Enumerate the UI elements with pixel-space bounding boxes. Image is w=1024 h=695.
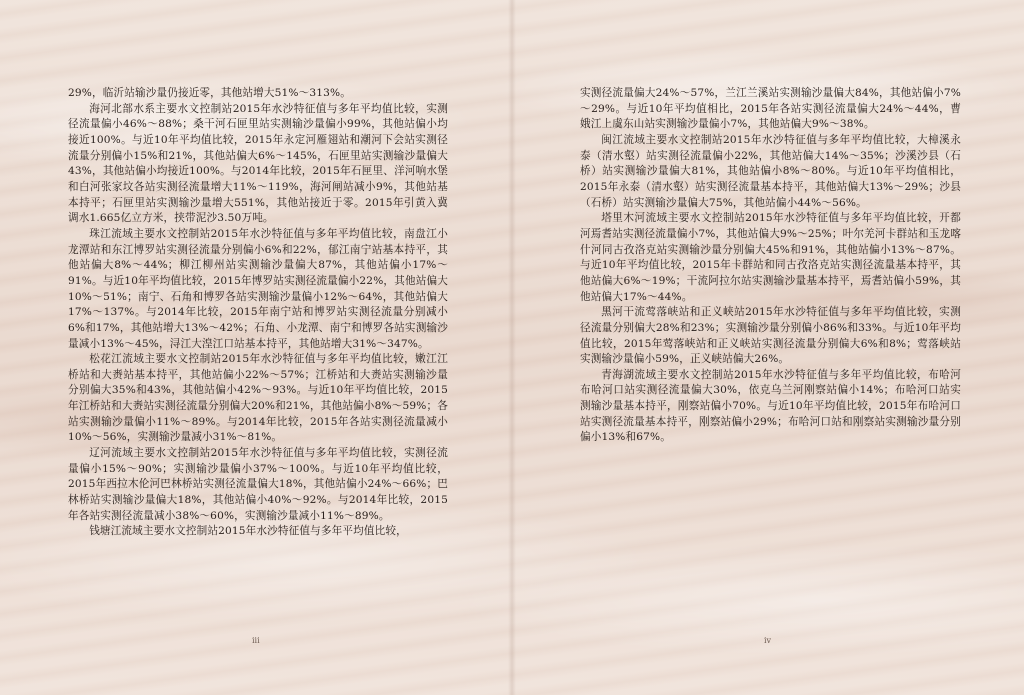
paragraph: 闽江流域主要水文控制站2015年水沙特征值与多年平均值比较，大樟溪永泰（清水壑）站实测径流量偏小22%，其他站偏大14%～35%；沙溪沙县（石桥）站实测输沙量偏大81%，其他站偏小8%～80%。与近10年平均值相比，2015年永泰（清水壑）站实测径流量基本持平，其他站偏大13%～29%；沙县（石桥）站实测输沙量偏大75%，其他站偏小44%～56%。 — [580, 133, 961, 209]
left-page — [68, 86, 448, 540]
paragraph: 黑河干流莺落峡站和正义峡站2015年水沙特征值与多年平均值比较，实测径流量分别偏大28%和23%；实测输沙量分别偏小86%和33%。与近10年平均值比较，2015年莺落峡站和正义峡站实测径流量分别偏大6%和8%；莺落峡站实测输沙量偏小59%，正义峡站偏大26%。 — [580, 306, 961, 366]
paragraph: 辽河流域主要水文控制站2015年水沙特征值与多年平均值比较，实测径流量偏小15%～90%；实测输沙量偏小37%～100%。与近10年平均值比较，2015年西拉木伦河巴林桥站实测径流量偏大18%，其他站偏小24%～66%；巴林桥站实测输沙量偏大18%，其他站偏小40%～92%。与2014年比较，2015年各站实测径流量减小38%～60%，实测输沙量减小11%～89%。 — [68, 447, 448, 522]
paragraph: 29%，临沂站输沙量仍接近零，其他站增大51%～313%。 — [68, 87, 352, 99]
page-number-left: iii — [252, 636, 260, 645]
paragraph: 松花江流域主要水文控制站2015年水沙特征值与多年平均值比较，嫩江江桥站和大赉站基本持平，其他站偏小22%～57%；江桥站和大赉站实测输沙量分别偏大35%和43%，其他站偏小42%～93%。与近10年平均值比较，2015年江桥站和大赉站实测径流量分别偏大20%和21%，其他站偏小8%～59%；各站实测输沙量偏小11%～89%。与2014年比较，2015年各站实测径流量减小10%～56%，实测输沙量减小31%～81%。 — [68, 353, 448, 444]
book-gutter — [508, 0, 516, 695]
paragraph: 塔里木河流域主要水文控制站2015年水沙特征值与多年平均值比较，开都河焉耆站实测径流量偏小7%，其他站偏大9%～25%；叶尔羌河卡群站和玉龙喀什河同古孜洛克站实测输沙量分别偏大45%和91%，其他站偏小13%～87%。与近10年平均值比较，2015年卡群站和同古孜洛克站实测径流量基本持平，其他站偏大6%～19%；干流阿拉尔站实测输沙量基本持平，焉耆站偏小59%，其他站偏大17%～44%。 — [580, 212, 961, 303]
right-page — [580, 86, 961, 446]
page-number-right: iv — [764, 636, 772, 645]
paragraph: 海河北部水系主要水文控制站2015年水沙特征值与多年平均值比较，实测径流量偏小46%～88%；桑干河石匣里站实测输沙量偏小99%，其他站偏小均接近100%。与近10年平均值比较，2015年永定河雁翅站和潮河下会站实测径流量分别偏小15%和21%，其他站偏大6%～145%，石匣里站实测输沙量偏大43%，其他站偏小均接近100%。与2014年比较，2015年石匣里、洋河响水堡和白河张家坟各站实测径流量增大11%～119%，海河闸站减小9%，其他站基本持平；石匣里站实测输沙量增大551%，其他站接近于零。2015年引黄入冀调水1.665亿立方米，挟带泥沙3.50万吨。 — [68, 102, 448, 225]
paragraph: 钱塘江流域主要水文控制站2015年水沙特征值与多年平均值比较， — [89, 525, 407, 538]
paragraph: 青海湖流域主要水文控制站2015年水沙特征值与多年平均值比较，布哈河布哈河口站实测径流量偏大30%，依克乌兰河刚察站偏小14%；布哈河口站实测输沙量基本持平，刚察站偏小70%。与近10年平均值比较，2015年布哈河口站实测径流量基本持平，刚察站偏小29%；布哈河口站和刚察站实测输沙量分别偏小13%和67%。 — [580, 368, 961, 444]
paragraph: 珠江流域主要水文控制站2015年水沙特征值与多年平均值比较，南盘江小龙潭站和东江博罗站实测径流量分别偏小6%和22%，郁江南宁站基本持平，其他站偏大8%～44%；柳江柳州站实测输沙量偏大87%，其他站偏小17%～91%。与近10年平均值比较，2015年博罗站实测径流量偏小22%，其他站偏大10%～51%；南宁、石角和博罗各站实测输沙量偏小12%～64%，其他站偏大17%～137%。与2014年比较，2015年南宁站和博罗站实测径流量分别减小6%和17%，其他站增大13%～42%；石角、小龙潭、南宁和博罗各站实测输沙量减小13%～45%，浔江大湟江口站基本持平，其他站增大31%～347%。 — [68, 227, 448, 350]
paragraph: 实测径流量偏大24%～57%，兰江兰溪站实测输沙量偏大84%，其他站偏小7%～29%。与近10年平均值相比，2015年各站实测径流量偏大24%～44%，曹娥江上虞东山站实测输沙量偏小7%，其他站偏大9%～38%。 — [580, 87, 961, 131]
